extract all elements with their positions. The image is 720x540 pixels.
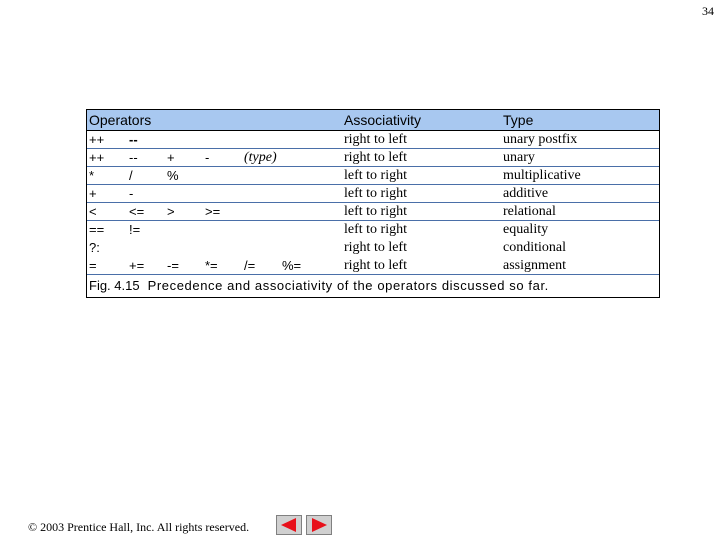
header-operators: Operators (89, 112, 152, 128)
operator-cell: / (129, 168, 133, 183)
operator-cell: -- (129, 150, 138, 165)
triangle-right-icon (306, 515, 332, 535)
operator-cell: ?: (89, 240, 100, 255)
associativity-cell: right to left (344, 150, 407, 165)
table-row (87, 167, 659, 185)
operator-cell: <= (129, 204, 145, 219)
operator-cell: -= (167, 258, 179, 273)
table-header (87, 110, 659, 131)
associativity-cell: right to left (344, 258, 407, 273)
operator-cell: *= (205, 258, 218, 273)
operator-cell: = (89, 258, 97, 273)
type-cell: additive (503, 186, 549, 201)
copyright-footer: © 2003 Prentice Hall, Inc. All rights reserved. (28, 520, 250, 534)
operator-cell: += (129, 258, 145, 273)
table-row (87, 131, 659, 149)
associativity-cell: left to right (344, 204, 407, 219)
type-cell: multiplicative (503, 168, 581, 183)
associativity-cell: right to left (344, 240, 407, 255)
type-cell: equality (503, 222, 549, 237)
operator-cell: ++ (89, 132, 105, 147)
operator-cell: != (129, 222, 141, 237)
table-row (87, 185, 659, 203)
type-cell: conditional (503, 240, 566, 255)
associativity-cell: right to left (344, 132, 407, 147)
operator-cell: - (205, 150, 210, 165)
table-row (87, 149, 659, 167)
associativity-cell: left to right (344, 168, 407, 183)
operator-cell: > (167, 204, 175, 219)
figure-caption (87, 275, 659, 297)
operator-cell: + (167, 150, 175, 165)
operator-cell: * (89, 168, 95, 183)
operator-cell: + (89, 186, 97, 201)
type-cell: unary postfix (503, 132, 578, 147)
triangle-left-icon (276, 515, 302, 535)
operator-cell: % (167, 168, 179, 183)
table-row (87, 221, 659, 239)
operator-precedence-table (86, 109, 660, 298)
type-cell: relational (503, 204, 556, 219)
associativity-cell: left to right (344, 186, 407, 201)
figure-number: Fig. 4.15 (89, 278, 140, 293)
associativity-cell: left to right (344, 222, 407, 237)
table-row (87, 239, 659, 257)
next-slide-button[interactable] (306, 515, 332, 535)
operator-cell: -- (129, 132, 138, 147)
operator-cell: >= (205, 204, 221, 219)
type-cell: unary (503, 150, 535, 165)
operator-cell: /= (244, 258, 256, 273)
header-type: Type (503, 112, 534, 128)
operator-cell: < (89, 204, 97, 219)
page-number: 34 (702, 4, 714, 18)
table-row (87, 203, 659, 221)
operator-cell: ++ (89, 150, 105, 165)
caption-text: Precedence and associativity of the operators discussed so far. (147, 278, 549, 293)
operator-cell: %= (282, 258, 302, 273)
type-cell: assignment (503, 258, 566, 273)
operator-cell: - (129, 186, 134, 201)
table-row (87, 257, 659, 275)
previous-slide-button[interactable] (276, 515, 302, 535)
operator-cell: (type) (244, 150, 277, 165)
operator-cell: == (89, 222, 105, 237)
header-associativity: Associativity (344, 112, 422, 128)
